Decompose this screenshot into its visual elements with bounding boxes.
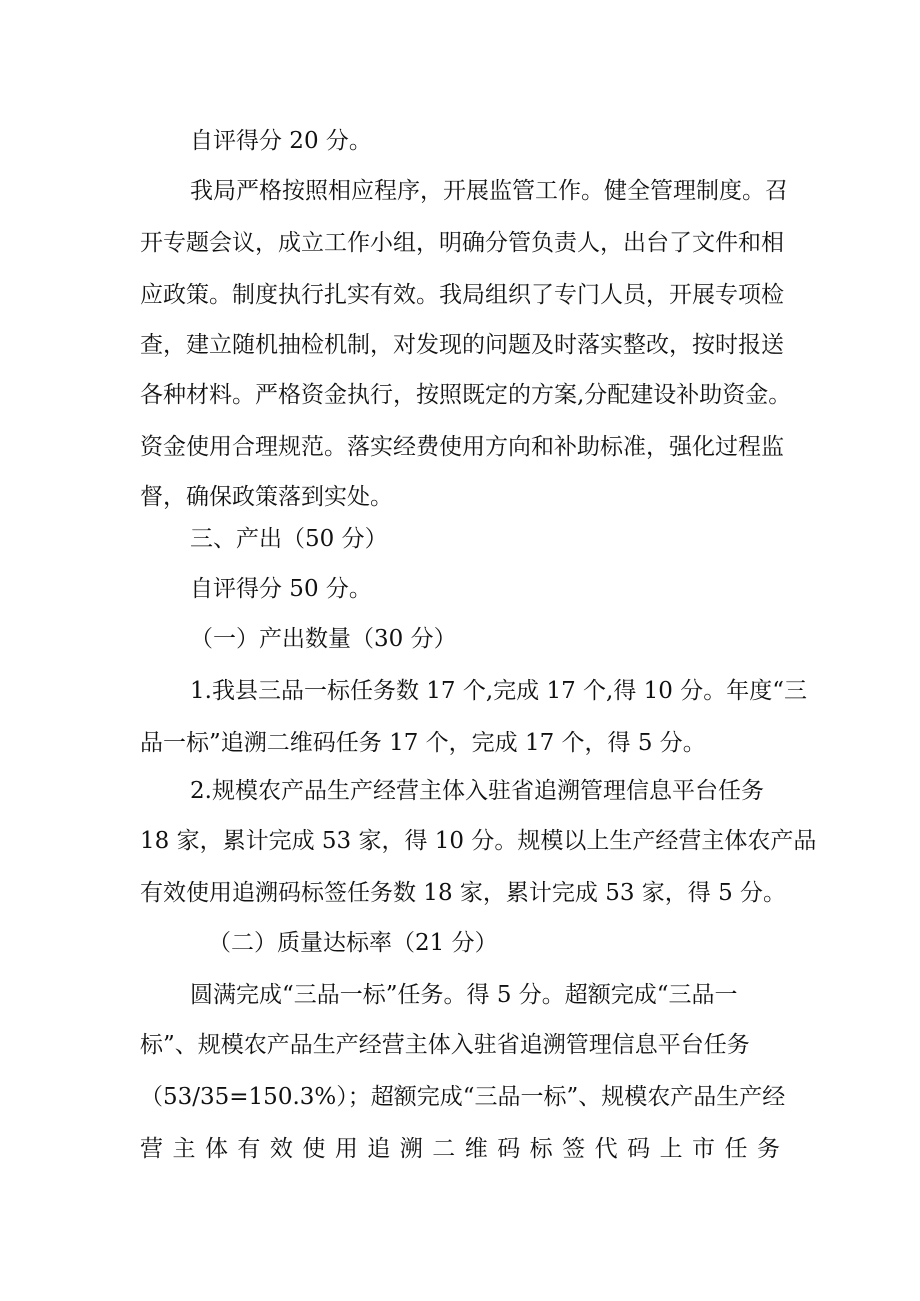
paragraph-line: 1.我县三品一标任务数 17 个,完成 17 个,得 10 分。年度“三 xyxy=(190,678,807,704)
paragraph-line: 18 家，累计完成 53 家，得 10 分。规模以上生产经营主体农产品 xyxy=(140,828,817,854)
section-heading-output: 三、产出（50 分） xyxy=(190,526,388,552)
score-line-50: 自评得分 50 分。 xyxy=(190,576,372,602)
paragraph-line: 标”、规模农产品生产经营主体入驻省追溯管理信息平台任务 xyxy=(140,1032,750,1058)
paragraph-line: 营 主 体 有 效 使 用 追 溯 二 维 码 标 签 代 码 上 市 任 务 xyxy=(140,1136,780,1162)
paragraph-line: 资金使用合理规范。落实经费使用方向和补助标准，强化过程监 xyxy=(140,434,784,460)
paragraph-line: （53/35=150.3%）；超额完成“三品一标”、规模农产品生产经 xyxy=(140,1084,786,1110)
paragraph-line: 督，确保政策落到实处。 xyxy=(140,484,393,510)
subsection-heading-quality: （二）质量达标率（21 分） xyxy=(208,930,498,956)
score-line-20: 自评得分 20 分。 xyxy=(190,128,372,154)
paragraph-line: 有效使用追溯码标签任务数 18 家，累计完成 53 家，得 5 分。 xyxy=(140,880,787,906)
paragraph-line: 我局严格按照相应程序，开展监管工作。健全管理制度。召 xyxy=(190,178,788,204)
paragraph-line: 品一标”追溯二维码任务 17 个，完成 17 个，得 5 分。 xyxy=(140,730,706,756)
paragraph-line: 应政策。制度执行扎实有效。我局组织了专门人员，开展专项检 xyxy=(140,282,784,308)
paragraph-line: 查，建立随机抽检机制，对发现的问题及时落实整改，按时报送 xyxy=(140,332,784,358)
paragraph-line: 2.规模农产品生产经营主体入驻省追溯管理信息平台任务 xyxy=(190,778,764,804)
paragraph-line: 开专题会议，成立工作小组，明确分管负责人，出台了文件和相 xyxy=(140,230,784,256)
paragraph-line: 各种材料。严格资金执行，按照既定的方案,分配建设补助资金。 xyxy=(140,382,792,408)
paragraph-line: 圆满完成“三品一标”任务。得 5 分。超额完成“三品一 xyxy=(190,982,738,1008)
subsection-heading-quantity: （一）产出数量（30 分） xyxy=(190,626,457,652)
